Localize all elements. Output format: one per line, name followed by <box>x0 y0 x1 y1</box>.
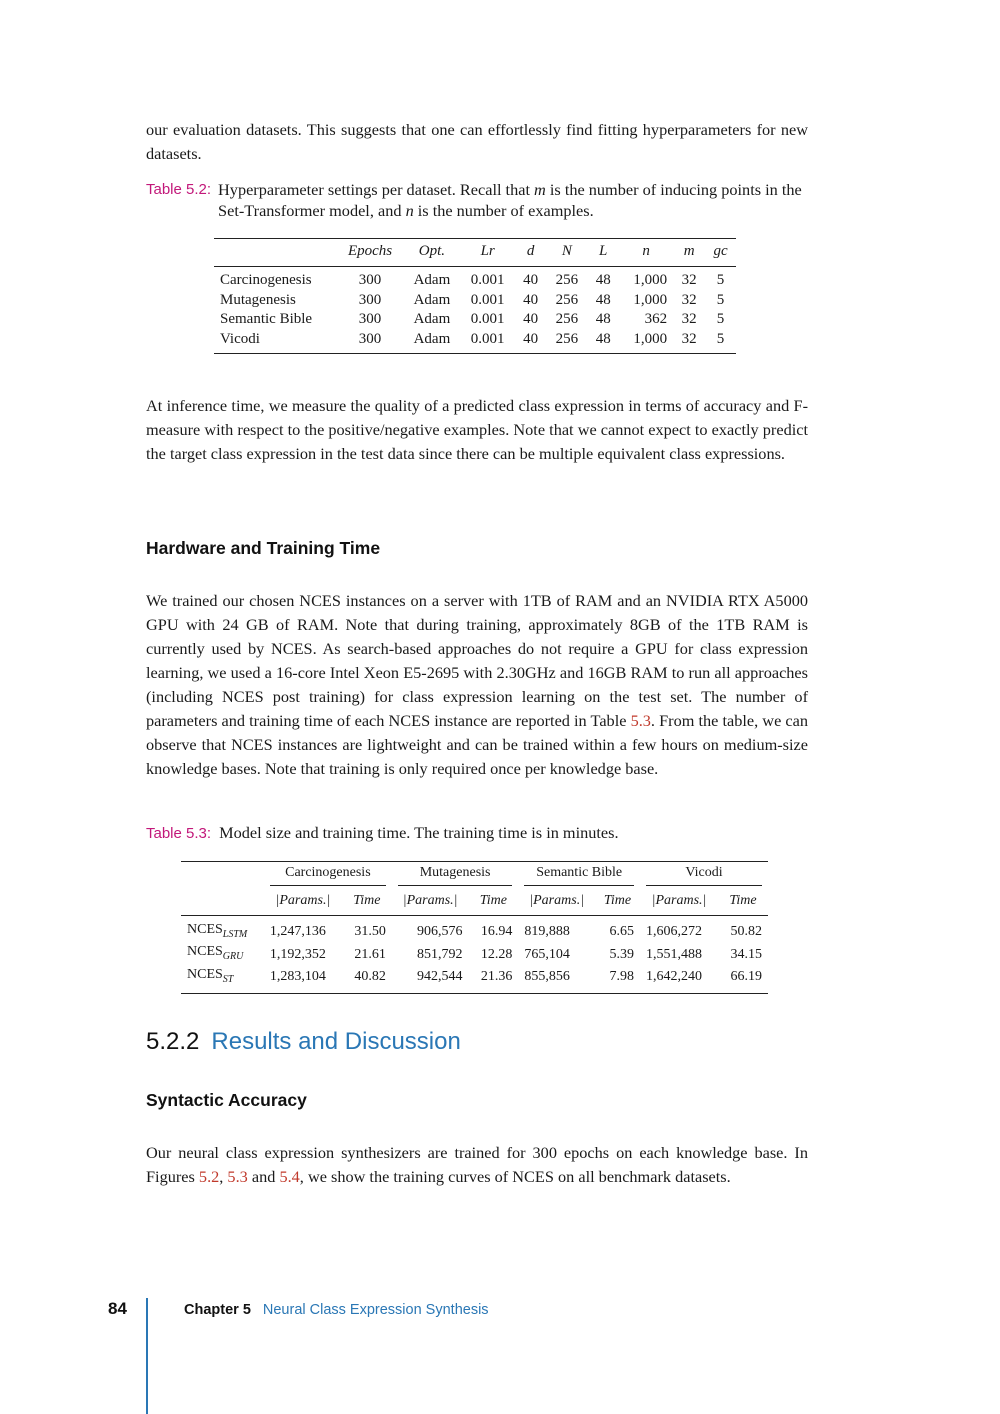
cell: 819,888 <box>524 924 570 940</box>
table-row <box>181 943 768 965</box>
table-5-3-link[interactable]: 5.3 <box>630 711 651 730</box>
running-footer <box>184 1302 489 1318</box>
cell: 5 <box>716 330 725 347</box>
cell-model <box>181 916 264 944</box>
group-carcinogenesis <box>264 862 392 890</box>
cell: 942,544 <box>416 968 463 984</box>
cell: 0.001 <box>470 272 505 288</box>
table-row <box>214 267 736 291</box>
cell: Adam <box>413 311 451 327</box>
cell: Adam <box>413 330 451 347</box>
footer-rule <box>146 1298 148 1414</box>
cell: 300 <box>358 291 382 308</box>
cell: 256 <box>555 311 579 327</box>
group-label: Semantic Bible <box>524 865 634 886</box>
model-size-table <box>181 861 768 994</box>
group-mutagenesis <box>392 862 519 890</box>
header-m: m <box>673 239 705 267</box>
cell-dataset: Vicodi <box>220 330 260 347</box>
cell: 66.19 <box>730 968 762 984</box>
table-5-2-caption <box>146 179 808 221</box>
header-cell <box>214 239 337 267</box>
hardware-paragraph <box>146 589 808 781</box>
cell: 32 <box>681 311 697 327</box>
model-name: NCES <box>187 922 223 937</box>
header-params: |Params.| <box>264 889 342 916</box>
group-semantic-bible <box>518 862 640 890</box>
cell: 21.36 <box>480 968 513 984</box>
hardware-heading: Hardware and Training Time <box>146 538 381 558</box>
table-5-2-caption-text <box>218 179 808 221</box>
cell: 32 <box>681 291 697 308</box>
cell: 48 <box>595 272 611 288</box>
caption-var-m: m <box>534 180 546 199</box>
section-title: Results and Discussion <box>211 1028 461 1055</box>
group-header-row <box>181 862 768 890</box>
header-d: d <box>515 239 547 267</box>
cell: Adam <box>413 272 451 288</box>
cell: 1,247,136 <box>269 924 326 940</box>
cell: 12.28 <box>480 946 513 962</box>
hyperparameter-table <box>214 238 736 354</box>
cell: 40 <box>523 311 539 327</box>
cell: 765,104 <box>524 946 570 962</box>
text-part: We trained our chosen NCES instances on a server with 1TB of RAM and an NVIDIA RTX A5000 GPU with 24 GB of RAM. Note that during training, approximately 8GB of the 1TB RAM is currently used by NCES. As search-based approaches do not require a GPU for class expression learning, we used a 16-core Intel Xeon E5-2695 with 2.30GHz and 16GB RAM to run all approaches (including NCES post training) for class expression learning on the test set. The number of parameters and training time of each NCES instance are reported in Table <box>146 591 808 730</box>
group-label: Carcinogenesis <box>270 865 386 886</box>
header-n: n <box>619 239 673 267</box>
cell-dataset: Mutagenesis <box>220 291 296 308</box>
cell: 1,642,240 <box>645 968 702 984</box>
caption-var-n: n <box>405 201 414 220</box>
cell: 5 <box>716 272 725 288</box>
header-params: |Params.| <box>392 889 469 916</box>
cell: 40 <box>523 291 539 308</box>
caption-part: Hyperparameter settings per dataset. Recall that <box>218 180 535 199</box>
caption-part: is the number of examples. <box>413 201 594 220</box>
cell: 1,000 <box>633 330 668 347</box>
cell: 0.001 <box>470 311 505 327</box>
cell: 6.65 <box>609 924 634 940</box>
table-5-3-label: Table 5.3: <box>146 825 212 842</box>
model-subscript: GRU <box>222 951 244 963</box>
group-vicodi <box>640 862 768 890</box>
header-epochs: Epochs <box>337 239 403 267</box>
table-header-row <box>214 239 736 267</box>
table-5-2-label: Table 5.2: <box>146 181 212 198</box>
cell: 1,606,272 <box>645 924 702 940</box>
header-params: |Params.| <box>640 889 718 916</box>
cell: Adam <box>413 291 451 308</box>
model-subscript: ST <box>222 973 234 985</box>
text-part: Our neural class expression synthesizers are trained for 300 epochs on each knowledge base. In Figures <box>146 1143 808 1186</box>
model-name: NCES <box>187 944 223 960</box>
cell-dataset: Semantic Bible <box>220 311 313 327</box>
figure-5-3-link[interactable]: 5.3 <box>227 1167 248 1186</box>
table-5-3-caption-text: Model size and training time. The training time is in minutes. <box>219 823 619 842</box>
cell: 48 <box>595 291 611 308</box>
cell: 0.001 <box>470 330 505 347</box>
text-part: . From the table, we can observe that NCES instances are lightweight and can be trained within a few hours on medium-size knowledge bases. Note that training is only required once per knowledge base. <box>146 711 808 778</box>
syntactic-heading: Syntactic Accuracy <box>146 1090 307 1110</box>
table-row <box>214 330 736 354</box>
cell: 5 <box>716 291 725 308</box>
cell: 48 <box>595 311 611 327</box>
cell: 34.15 <box>730 946 762 962</box>
cell: 851,792 <box>416 946 463 962</box>
cell: 31.50 <box>354 924 386 940</box>
cell: 1,192,352 <box>269 946 326 962</box>
figure-5-2-link[interactable]: 5.2 <box>198 1167 220 1186</box>
group-label: Vicodi <box>646 865 762 886</box>
model-name: NCES <box>187 966 223 982</box>
cell: 5.39 <box>609 946 634 962</box>
cell: 300 <box>358 311 382 327</box>
cell: 362 <box>644 311 668 327</box>
section-number: 5.2.2 <box>146 1028 200 1055</box>
cell: 40 <box>523 272 539 288</box>
table-row <box>181 966 768 994</box>
cell: 5 <box>716 311 725 327</box>
header-lr: Lr <box>461 239 515 267</box>
empty-header <box>181 889 264 916</box>
header-params: |Params.| <box>518 889 595 916</box>
inference-paragraph: At inference time, we measure the quality of a predicted class expression in terms of accuracy and F-measure with respect to the positive/negative examples. Note that we cannot expect to exactly predict the target class expression in the test data since there can be multiple equivalent class expressions. <box>146 396 808 463</box>
header-N: N <box>547 239 588 267</box>
text-part: and <box>247 1167 280 1186</box>
cell-dataset: Carcinogenesis <box>220 272 312 288</box>
cell: 855,856 <box>524 968 570 984</box>
cell: 21.61 <box>354 946 386 962</box>
model-subscript: LSTM <box>222 928 248 940</box>
cell: 48 <box>595 330 611 347</box>
cell: 300 <box>358 272 382 288</box>
header-L: L <box>587 239 619 267</box>
table-row <box>214 310 736 330</box>
cell: 16.94 <box>480 924 513 940</box>
empty-header <box>181 862 264 890</box>
cell: 40 <box>523 330 539 347</box>
header-time: Time <box>595 889 640 916</box>
cell: 256 <box>555 330 579 347</box>
cell: 32 <box>681 272 697 288</box>
cell: 1,551,488 <box>645 946 702 962</box>
header-time: Time <box>718 889 768 916</box>
header-gc: gc <box>705 239 736 267</box>
header-time: Time <box>342 889 392 916</box>
text-part: , we show the training curves of NCES on all benchmark datasets. <box>299 1167 731 1186</box>
page-number: 84 <box>108 1299 127 1318</box>
sub-header-row <box>181 889 768 916</box>
cell: 1,000 <box>633 272 668 288</box>
footer-chapter: Chapter 5 <box>184 1302 251 1318</box>
table-5-3-caption <box>146 822 808 844</box>
table-row <box>214 291 736 311</box>
cell: 50.82 <box>730 924 762 940</box>
table-row <box>181 916 768 944</box>
cell: 256 <box>555 291 579 308</box>
figure-5-4-link[interactable]: 5.4 <box>279 1167 300 1186</box>
caption-part: is the number of inducing points in the Set-Transformer model, and <box>218 180 802 220</box>
cell: 0.001 <box>470 291 505 308</box>
syntactic-paragraph <box>146 1141 808 1189</box>
header-opt: Opt. <box>403 239 460 267</box>
intro-paragraph: our evaluation datasets. This suggests that one can effortlessly find fitting hyperparameters for new datasets. <box>146 120 808 163</box>
footer-chapter-title: Neural Class Expression Synthesis <box>262 1302 489 1318</box>
section-heading <box>146 1028 461 1056</box>
cell: 1,283,104 <box>269 968 326 984</box>
cell-model <box>181 966 264 994</box>
cell: 1,000 <box>633 291 668 308</box>
text-part: , <box>219 1167 228 1186</box>
cell: 300 <box>358 330 382 347</box>
cell: 7.98 <box>609 968 634 984</box>
cell-model <box>181 943 264 965</box>
cell: 906,576 <box>416 924 463 940</box>
cell: 40.82 <box>354 968 386 984</box>
cell: 256 <box>555 272 579 288</box>
cell: 32 <box>681 330 697 347</box>
group-label: Mutagenesis <box>398 865 513 886</box>
header-time: Time <box>468 889 518 916</box>
